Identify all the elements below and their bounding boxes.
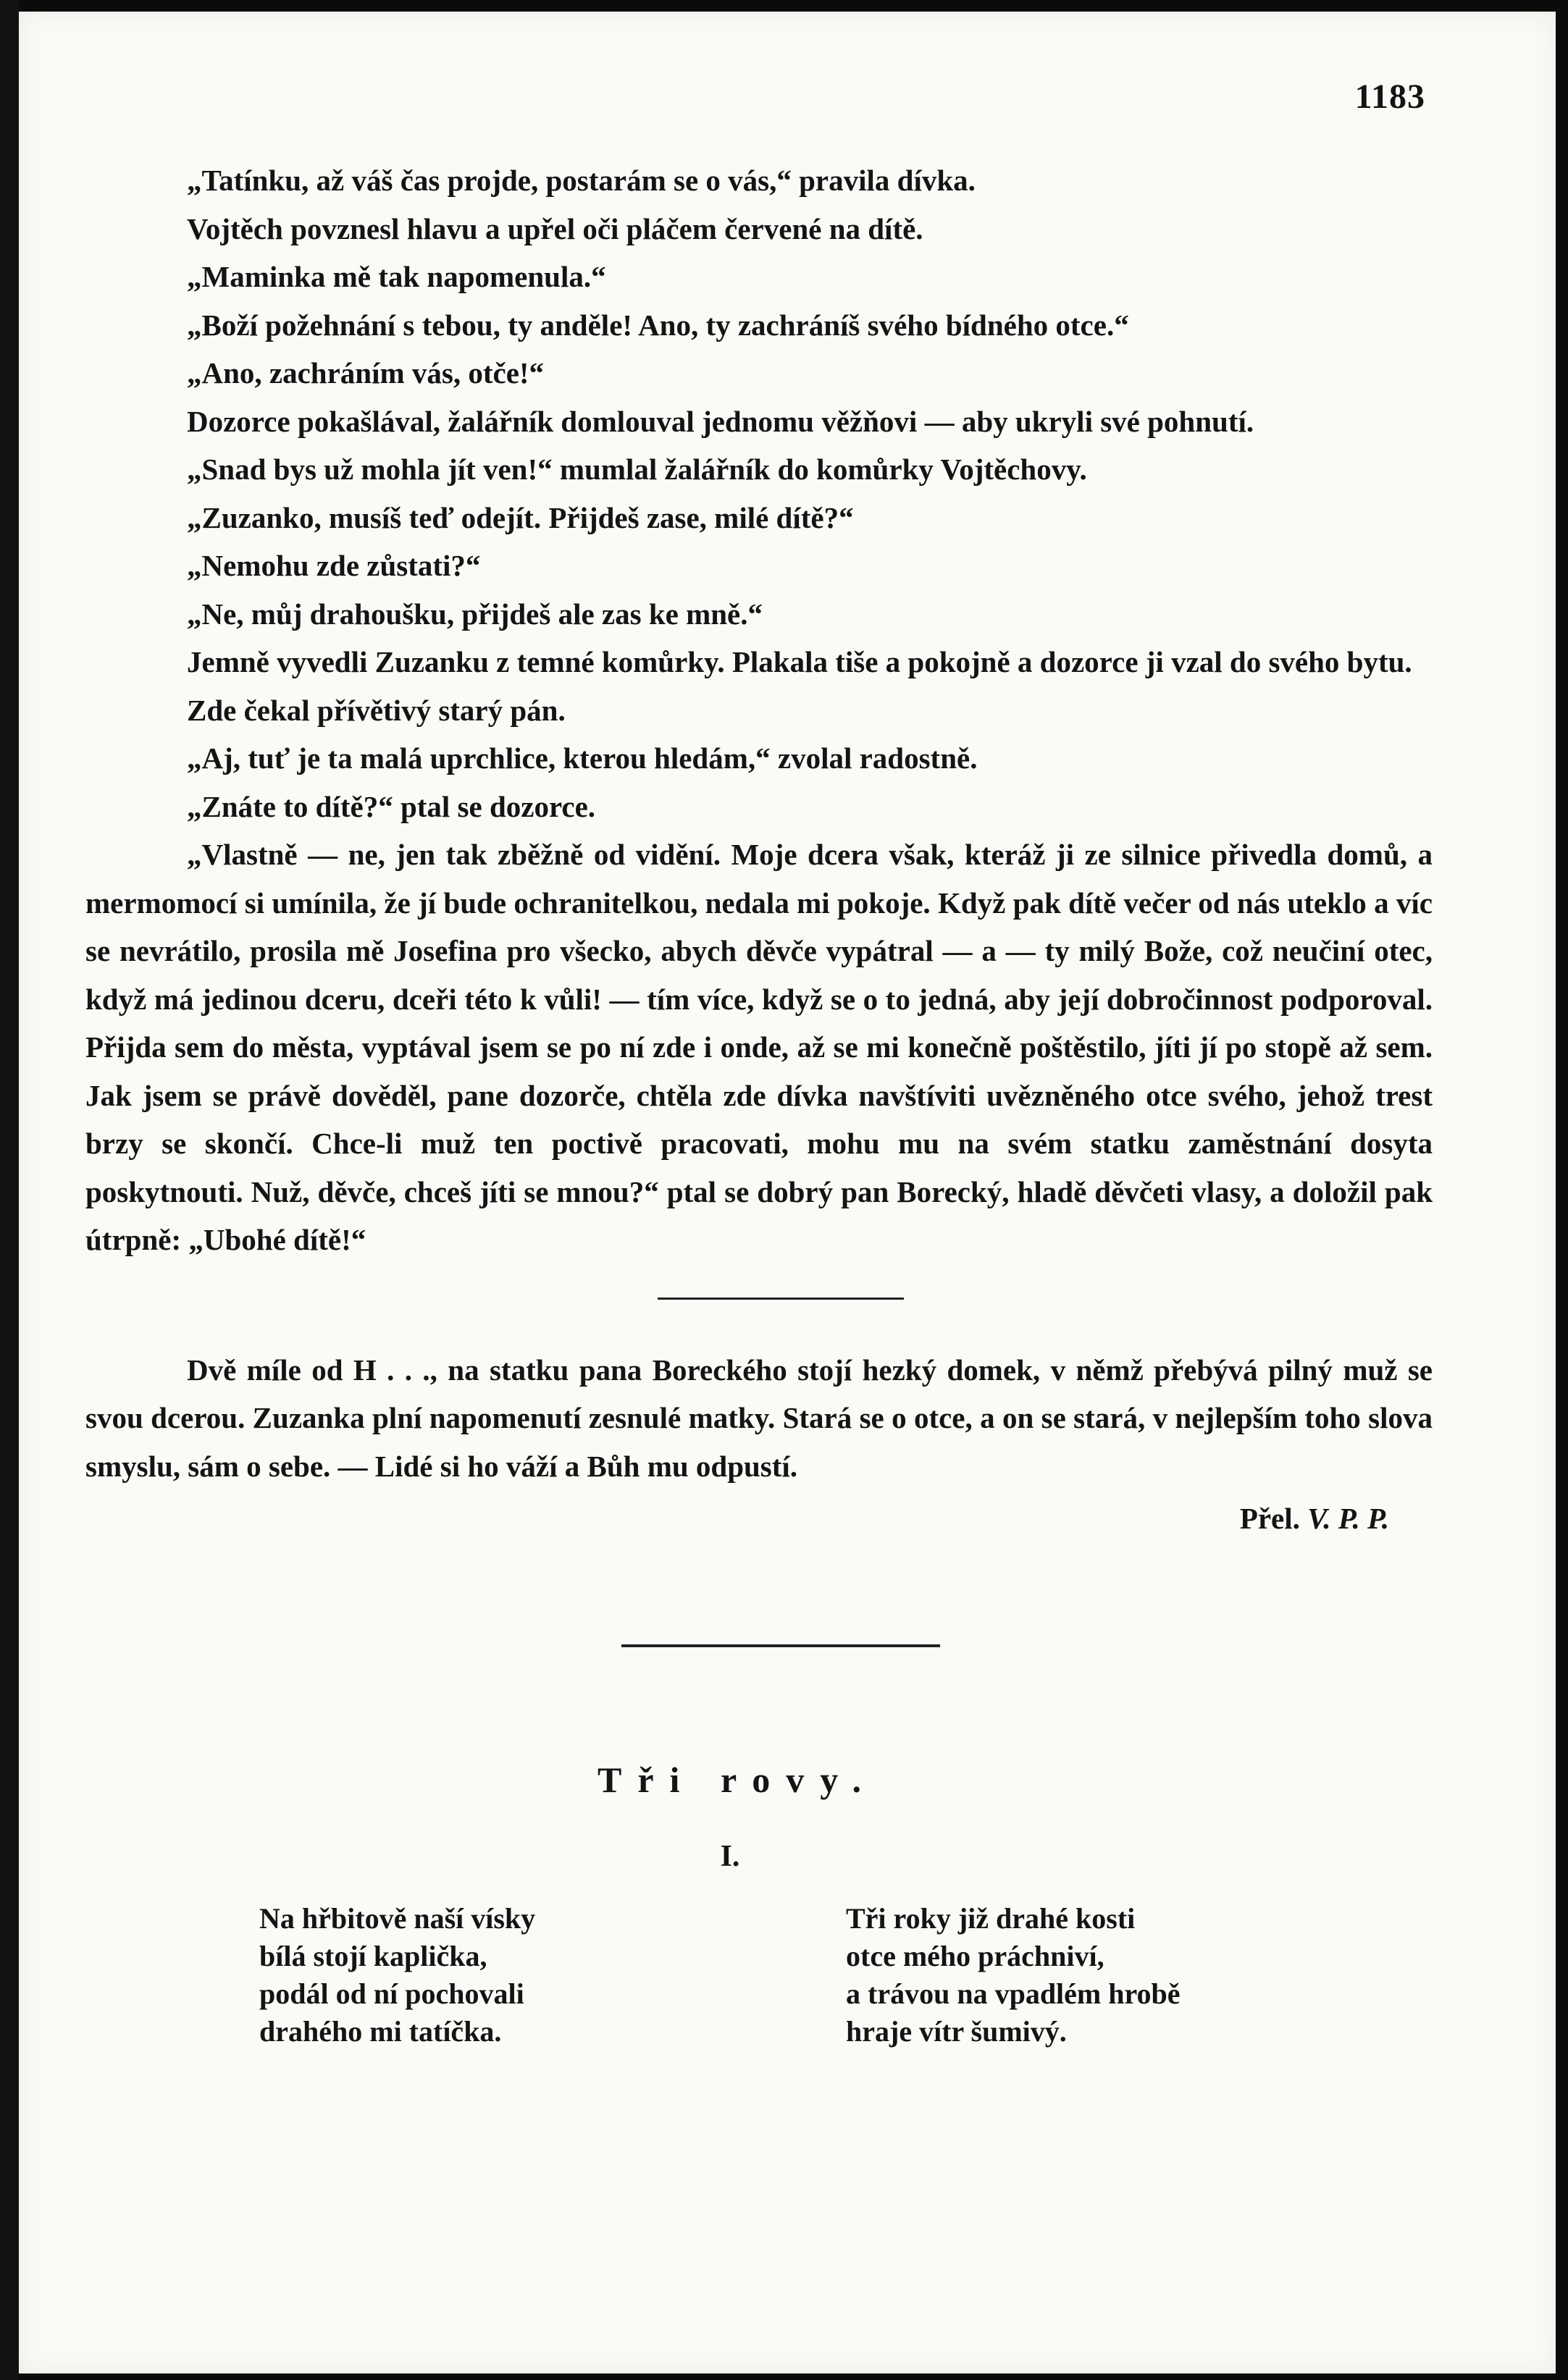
stanza-left <box>259 1900 846 2051</box>
paragraph: „Zuzanko, musíš teď odejít. Přijdeš zase, milé dítě?“ <box>187 500 854 534</box>
section-divider <box>658 1298 904 1300</box>
verse-line: Tři roky již drahé kosti <box>846 1901 1136 1935</box>
paragraph: Jemně vyvedli Zuzanku z temné komůrky. Plakala tiše a pokojně a dozorce ji vzal do svého bytu. <box>187 645 1412 678</box>
paragraph: Dozorce pokašlával, žalářník domlouval jednomu věžňovi — aby ukryli své pohnutí. <box>187 404 1254 438</box>
poem-stanzas <box>259 1900 1433 2051</box>
epilogue-paragraph: Dvě míle od H . . ., na statku pana Boreckého stojí hezký domek, v němž přebývá pilný muž se svou dcerou. Zuzanka plní napomenutí zesnulé matky. Stará se o otce, a on se stará, v nejlepším toho slova smyslu, sám o sebe. — Lidé si ho váží a Bůh mu odpustí. <box>85 1353 1433 1483</box>
paragraph: Vojtěch povznesl hlavu a upřel oči pláčem červené na dítě. <box>187 211 923 245</box>
book-page <box>19 12 1556 2373</box>
scan-border <box>0 0 19 2380</box>
paragraph: „Maminka mě tak napomenula.“ <box>187 260 606 293</box>
paragraph: Zde čekal přívětivý starý pán. <box>187 693 566 727</box>
verse-line: bílá stojí kaplička, <box>259 1939 487 1972</box>
credit-initials: V. P. P. <box>1307 1502 1389 1535</box>
paragraph: „Boží požehnání s tebou, ty anděle! Ano, ty zachráníš svého bídného otce.“ <box>187 308 1129 342</box>
paragraph: „Ano, zachráním vás, otče!“ <box>187 356 545 390</box>
paragraph: „Vlastně — ne, jen tak zběžně od vidění. Moje dcera však, kteráž ji ze silnice přivedla domů, a mermomocí si umínila, že jí bude ochranitelkou, nedala mi pokoje. Když pak dítě večer od nás uteklo a víc se nevrátilo, prosila mě Josefina pro všecko, abych děvče vypátral — a — ty milý Bože, což neučiní otec, když má jedinou dceru, dceři této k vůli! — tím více, když se o to jedná, aby její dobročinnost podporoval. Přijda sem do města, vyptával jsem se po ní zde i onde, až se mi konečně poštěstilo, jíti jí po stopě až sem. Jak jsem se právě dověděl, pane dozorče, chtěla zde dívka navštíviti uvězněného otce svého, jehož trest brzy se skončí. Chce-li muž ten poctivě pracovati, mohu mu na svém statku zaměstnání dosyta poskytnouti. Nuž, děvče, chceš jíti se mnou?“ ptal se dobrý pan Borecký, hladě děvčeti vlasy, a doložil pak útrpně: „Ubohé dítě!“ <box>85 838 1433 1256</box>
page-number: 1183 <box>1354 77 1425 116</box>
verse-line: otce mého práchniví, <box>846 1939 1104 1972</box>
verse-line: drahého mi tatíčka. <box>259 2014 502 2048</box>
verse-line: Na hřbitově naší vísky <box>259 1901 536 1935</box>
paragraph: „Tatínku, až váš čas projde, postarám se o vás,“ pravila dívka. <box>187 164 976 197</box>
translator-credit <box>85 1494 1433 1543</box>
verse-line: hraje vítr šumivý. <box>846 2014 1067 2048</box>
poem-section-number: I. <box>720 1840 740 1873</box>
paragraph: „Aj, tuť je ta malá uprchlice, kterou hledám,“ zvolal radostně. <box>187 741 978 775</box>
poem-title: Tři rovy. <box>598 1759 877 1800</box>
page-body <box>85 156 1433 2051</box>
credit-prefix: Přel. <box>1239 1502 1300 1535</box>
paragraph: „Znáte to dítě?“ ptal se dozorce. <box>187 789 596 823</box>
paragraph: „Snad bys už mohla jít ven!“ mumlal žalářník do komůrky Vojtěchovy. <box>187 453 1087 486</box>
story-end-rule <box>621 1644 940 1647</box>
paragraph: „Nemohu zde zůstati?“ <box>187 549 481 582</box>
verse-line: a trávou na vpadlém hrobě <box>846 1977 1181 2010</box>
paragraph: „Ne, můj drahoušku, přijdeš ale zas ke mně.“ <box>187 597 763 631</box>
stanza-right <box>846 1900 1433 2051</box>
verse-line: podál od ní pochovali <box>259 1977 524 2010</box>
